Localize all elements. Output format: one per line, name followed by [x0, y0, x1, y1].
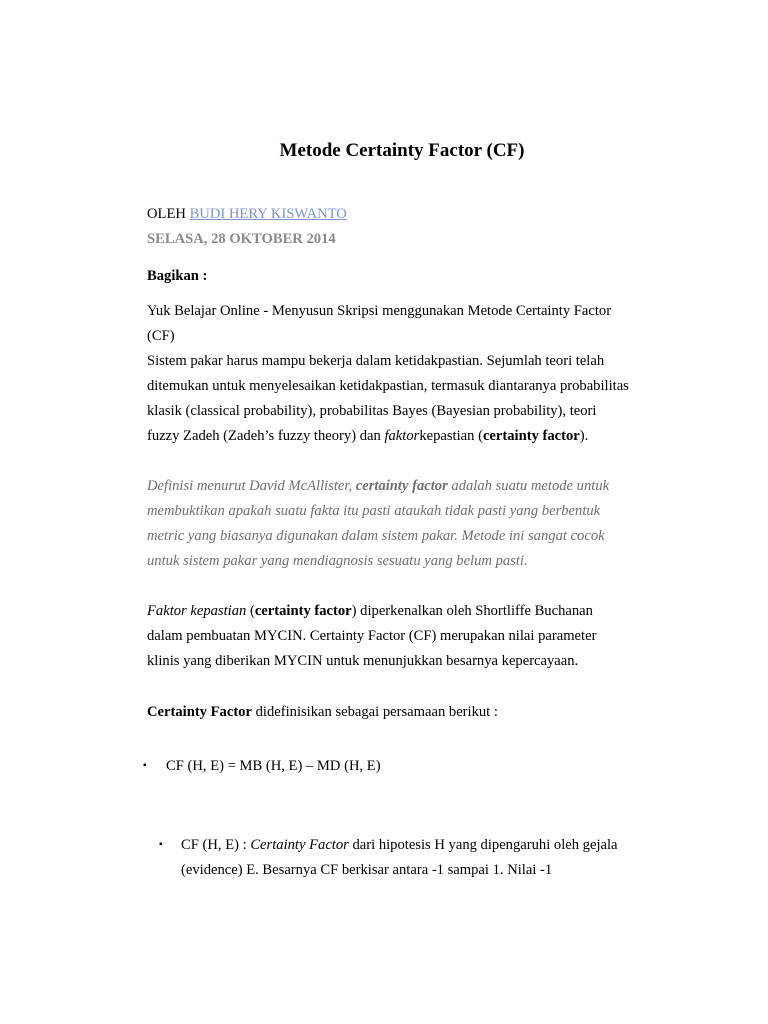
- share-label: Bagikan :: [147, 268, 208, 284]
- para2-line-1-b: (: [246, 603, 255, 619]
- intro-line-2: (CF): [147, 328, 175, 344]
- para2-line-1-italic: Faktor kepastian: [147, 603, 247, 619]
- para1-line-4-text-a: fuzzy Zadeh (Zadeh’s fuzzy theory) dan: [147, 428, 385, 444]
- byline-prefix: OLEH: [147, 206, 190, 222]
- definition-line-4: untuk sistem pakar yang mendiagnosis sesuatu yang belum pasti.: [147, 553, 528, 569]
- para3-bold: Certainty Factor: [147, 704, 252, 720]
- intro-line-1: Yuk Belajar Online - Menyusun Skripsi menggunakan Metode Certainty Factor: [147, 303, 612, 319]
- bullet-item-2-a: CF (H, E) :: [181, 837, 251, 853]
- author-link[interactable]: BUDI HERY KISWANTO: [189, 206, 347, 222]
- para1-line-2: ditemukan untuk menyelesaikan ketidakpastian, termasuk diantaranya probabilitas: [147, 378, 629, 394]
- para2-line-3: klinis yang diberikan MYCIN untuk menunjukkan besarnya kepercayaan.: [147, 653, 579, 669]
- para1-line-4-italic: faktor: [384, 428, 420, 444]
- para2-line-1-d: ) diperkenalkan oleh Shortliffe Buchanan: [351, 603, 593, 619]
- definition-line-1-a: Definisi menurut David McAllister,: [147, 478, 356, 494]
- bullet-item-2-line-2: (evidence) E. Besarnya CF berkisar antara -1 sampai 1. Nilai -1: [181, 862, 553, 878]
- bullet-item-2-italic: Certainty Factor: [250, 837, 349, 853]
- para3-rest: didefinisikan sebagai persamaan berikut :: [251, 704, 498, 720]
- para1-line-4-text-e: ).: [579, 428, 589, 444]
- definition-line-1-c: adalah suatu metode untuk: [447, 478, 610, 494]
- para1-line-4-text-c: kepastian (: [419, 428, 483, 444]
- para2-line-1-bold: certainty factor: [254, 603, 352, 619]
- para1-line-4: [147, 426, 588, 446]
- para1-line-1: Sistem pakar harus mampu bekerja dalam ketidakpastian. Sejumlah teori telah: [147, 353, 605, 369]
- para2-line-2: dalam pembuatan MYCIN. Certainty Factor (CF) merupakan nilai parameter: [147, 628, 597, 644]
- para3: [147, 702, 498, 722]
- para1-line-3: klasik (classical probability), probabilitas Bayes (Bayesian probability), teori: [147, 403, 597, 419]
- definition-line-1: [147, 476, 609, 496]
- para1-line-4-bold: certainty factor: [482, 428, 580, 444]
- bullet-item-2-c: dari hipotesis H yang dipengaruhi oleh gejala: [348, 837, 618, 853]
- bullet-item-2-line-1: [181, 835, 618, 855]
- para2-line-1: [147, 601, 593, 621]
- bullet-marker-1: ▪: [143, 760, 147, 771]
- bullet-marker-2: ▪: [159, 839, 163, 850]
- page-title: Metode Certainty Factor (CF): [279, 140, 525, 161]
- definition-line-1-bold: certainty factor: [355, 478, 448, 494]
- definition-line-2: membuktikan apakah suatu fakta itu pasti ataukah tidak pasti yang berbentuk: [147, 503, 601, 519]
- definition-line-3: metric yang biasanya digunakan dalam sistem pakar. Metode ini sangat cocok: [147, 528, 605, 544]
- bullet-item-1: CF (H, E) = MB (H, E) – MD (H, E): [166, 758, 381, 774]
- byline: [147, 204, 347, 224]
- post-date: SELASA, 28 OKTOBER 2014: [147, 231, 336, 247]
